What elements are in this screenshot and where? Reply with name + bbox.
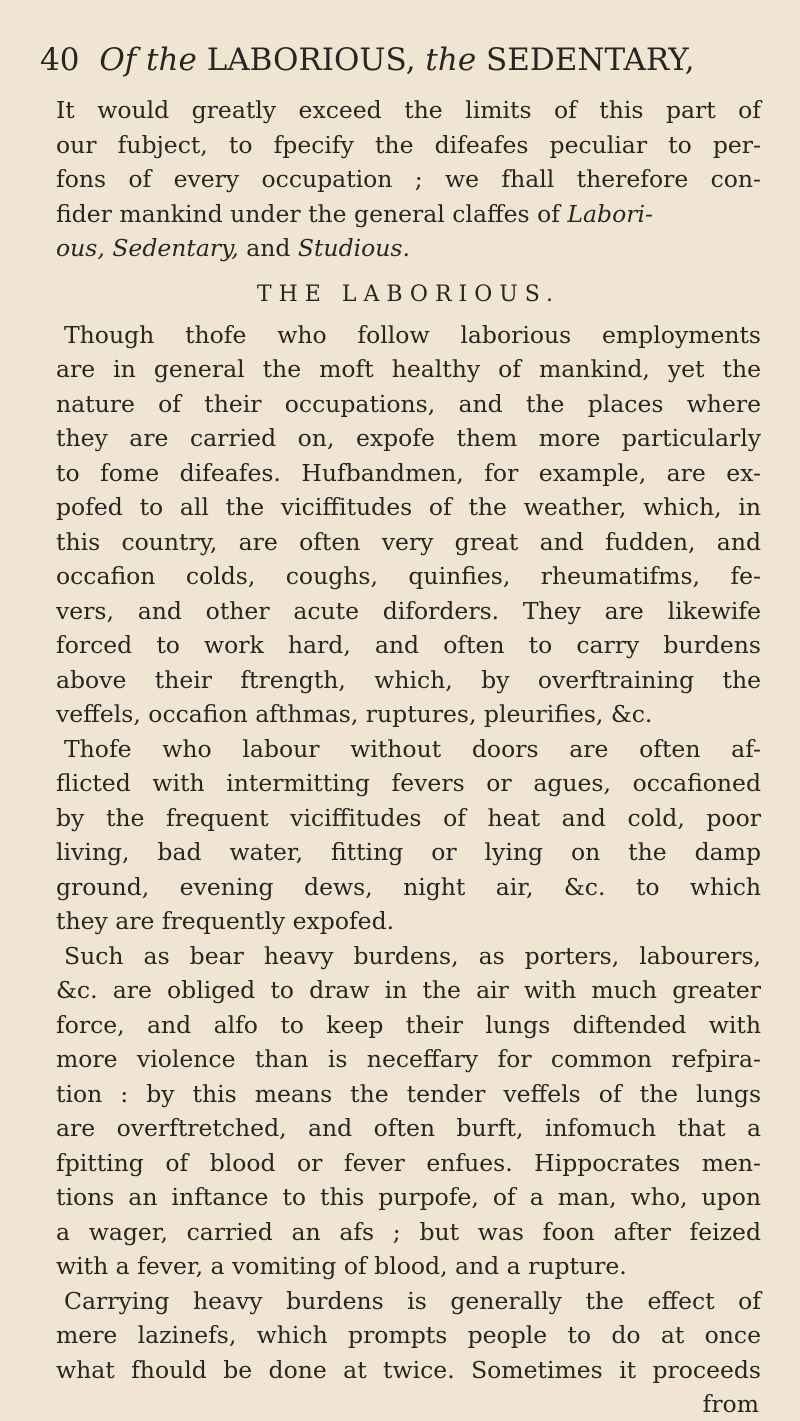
text-line: pofed to all the viciffitudes of the weather, which, in: [56, 493, 761, 521]
text-line: nature of their occupations, and the places where: [56, 389, 761, 418]
text-line: Thofe who labour without doors are often af-: [64, 734, 761, 763]
text-line: force, and alfo to keep their lungs diftended with: [56, 1010, 761, 1039]
text-line: with a fever, a vomiting of blood, and a rupture.: [56, 1252, 627, 1280]
header-title-the: the: [425, 42, 477, 78]
text-line: vers, and other acute diforders. They are likewife: [56, 596, 761, 625]
text-line: &c. are obliged to draw in the air with much greater: [56, 976, 761, 1004]
text-line: by the frequent viciffitudes of heat and cold, poor: [56, 803, 761, 832]
header-title-laborious: LABORIOUS,: [206, 42, 416, 78]
intro-and: and: [246, 234, 291, 262]
text-line: our fubject, to fpecify the difeafes peculiar to per-: [56, 130, 761, 159]
text-line: It would greatly exceed the limits of this part of: [56, 96, 761, 124]
text-line: forced to work hard, and often to carry burdens: [56, 631, 761, 659]
text-line: a wager, carried an afs ; but was foon after feized: [56, 1217, 761, 1246]
text-line: tions an inftance to this purpofe, of a man, who, upon: [56, 1183, 761, 1211]
text-line: veffels, occafion afthmas, ruptures, pleurifies, &c.: [56, 700, 653, 728]
term-studious: Studious.: [297, 234, 410, 262]
text-line: above their ftrength, which, by overftraining the: [56, 665, 761, 694]
text-line: fpitting of blood or fever enfues. Hippocrates men-: [56, 1148, 761, 1177]
text-line: mere lazinefs, which prompts people to do at once: [56, 1321, 761, 1349]
text-line: Carrying heavy burdens is generally the effect of: [64, 1286, 761, 1315]
text-line: Though thofe who follow laborious employments: [64, 320, 761, 349]
text-line: Such as bear heavy burdens, as porters, labourers,: [64, 941, 761, 970]
text-line: flicted with intermitting fevers or agues, occafioned: [56, 769, 761, 797]
term-laborious: Labori-: [567, 199, 653, 228]
text-line: [56, 231, 761, 266]
text-line: this country, are often very great and fudden, and: [56, 527, 761, 556]
catchword: from: [702, 1390, 759, 1418]
section-heading: THE LABORIOUS.: [256, 281, 561, 307]
text-line: fons of every occupation ; we fhall therefore con-: [56, 165, 761, 193]
text-line: they are frequently expofed.: [56, 907, 395, 935]
text-line: to fome difeafes. Hufbandmen, for example, are ex-: [56, 458, 761, 487]
body-text: [56, 93, 761, 1421]
text-line: tion : by this means the tender veffels of the lungs: [56, 1079, 761, 1108]
header-title-of-the: Of the: [99, 42, 197, 78]
text-line: are overftretched, and often burft, infomuch that a: [56, 1114, 761, 1142]
running-header: [40, 40, 760, 80]
text-line: what fhould be done at twice. Sometimes it proceeds: [56, 1355, 761, 1384]
text-line: they are carried on, expofe them more particularly: [56, 424, 761, 452]
text-line: more violence than is neceffary for common refpira-: [56, 1045, 761, 1073]
text-line: living, bad water, fitting or lying on the damp: [56, 838, 761, 866]
page-number: 40: [40, 42, 80, 78]
intro-text: fider mankind under the general claffes of: [56, 199, 560, 228]
text-line: occafion colds, coughs, quinfies, rheumatifms, fe-: [56, 562, 761, 590]
text-line: [56, 197, 761, 232]
text-line: are in general the moft healthy of mankind, yet the: [56, 355, 761, 383]
text-line: ground, evening dews, night air, &c. to which: [56, 872, 761, 901]
term-laborious-end: ous,: [56, 234, 105, 262]
term-sedentary: Sedentary,: [112, 234, 239, 262]
header-title-sedentary: SEDENTARY,: [486, 42, 695, 78]
